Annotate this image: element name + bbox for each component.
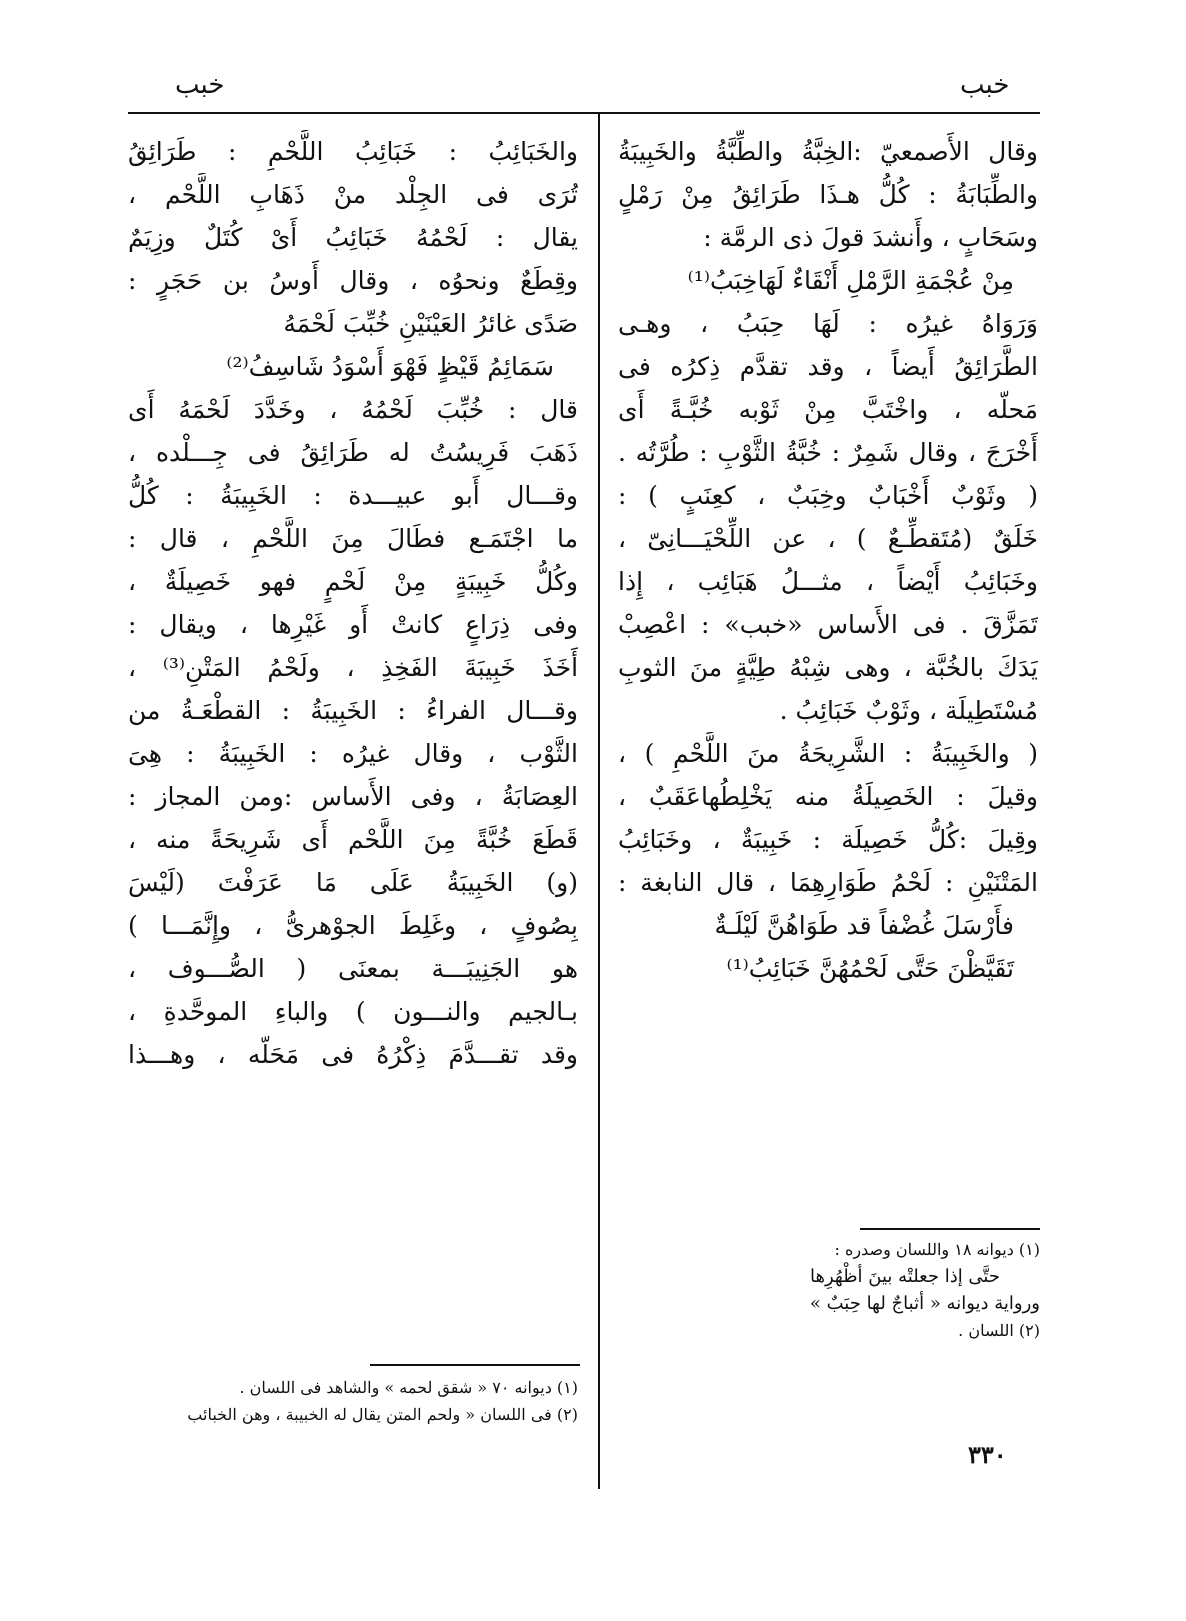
text-line: وقيلَ : الخَصِيلَةُ منه يَخْلِطُهاعَقَبٌ ، xyxy=(618,782,1038,811)
verse-line: سَمَائِمُ قَيْظٍ فَهْوَ أَسْوَدُ شَاسِفُ⁽²⁾ xyxy=(226,352,554,381)
text-line: والطِّبَابَةُ : كُلُّ هـذَا طَرَائِقُ مِنْ رَمْلٍ xyxy=(618,180,1038,209)
verse-line: فأَرْسَلَ غُضْفاً قد طَوَاهُنَّ لَيْلَـةٌ xyxy=(714,911,1014,940)
text-line: بـالجيم والنـــون ) والباءِ الموحَّدةِ ، xyxy=(128,997,578,1026)
text-line: وقِطَعٌ ونحوُه ، وقال أَوسُ بن حَجَرٍ : xyxy=(128,266,578,295)
footnote-line: (٢) فى اللسان « ولحم المتن يقال له الخبيبة ، وهن الخبائب xyxy=(187,1405,578,1424)
text-line: ( والخَبِيبَةُ : الشَّرِيحَةُ منَ اللَّحْمِ ) ، xyxy=(618,739,1038,768)
text-line: يَدَكَ بالخُبَّة ، وهى شِبْهُ طِيَّةٍ منَ الثوبِ xyxy=(618,653,1038,682)
text-line: وكُلُّ خَبِيبَةٍ مِنْ لَحْمٍ فهو خَصِيلَةٌ ، xyxy=(128,567,578,596)
footnotes-right xyxy=(660,1236,1040,1344)
text-line: يقال : لَحْمُهُ خَبَائِبُ أَىْ كُتَلٌ وزِيَمٌ xyxy=(128,223,578,252)
footnotes-left xyxy=(128,1374,578,1428)
running-header-right: خبب xyxy=(960,70,1010,100)
text-line: بِصُوفٍ ، وغَلِطَ الجوْهرىُّ ، وإِنَّمَـــا ) xyxy=(128,911,578,940)
text-line: هو الجَنِيبَـــة بمعنَى ( الصُّـــوف ، xyxy=(128,954,578,983)
verse-line: صَدًى غائرُ العَيْنَيْنِ خُبِّبَ لَحْمَهُ xyxy=(283,309,578,338)
right-column xyxy=(618,130,1038,990)
verse-line: تَقَيَّظْنَ حَتَّى لَحْمُهُنَّ خَبَائِبُ⁽¹⁾ xyxy=(726,954,1014,983)
text-line: وقِيلَ :كُلُّ خَصِيلَة : خَبِيبَةٌ ، وخَبَائِبُ xyxy=(618,825,1038,854)
column-divider xyxy=(598,114,600,1489)
text-line: (و) الخَبِيبَةُ عَلَى مَا عَرَفْتَ (لَيْسَ xyxy=(128,868,578,897)
text-line: وخَبَائِبُ أَيْضاً ، مثـــلُ هَبَائِب ، إِذا xyxy=(618,567,1038,596)
text-line: تُرَى فى الجِلْد منْ ذَهَابِ اللَّحْم ، xyxy=(128,180,578,209)
text-line: وسَحَابٍ ، وأَنشدَ قولَ ذى الرمَّة : xyxy=(703,223,1038,252)
text-line: قال : خُبِّبَ لَحْمُهُ ، وخَدَّدَ لَحْمَهُ أَى xyxy=(128,395,578,424)
verse-line: مِنْ عُجْمَةِ الرَّمْلِ أَنْقَاءٌ لَهَاخِبَبُ⁽¹⁾ xyxy=(687,266,1014,295)
footnote-line: ورواية ديوانه « أثباجٌ لها حِبَبٌ » xyxy=(809,1293,1040,1314)
text-line: وقـــال الفراءُ : الخَبِيبَةُ : القطْعَـةُ من xyxy=(128,696,578,725)
text-line: وقد تقـــدَّمَ ذِكْرُهُ فى مَحَلّه ، وهـــذا xyxy=(128,1040,578,1069)
text-line: وقـــال أَبو عبيـــدة : الخَبِيبَةُ : كُلُّ xyxy=(128,481,578,510)
text-line: وقال الأَصمعيّ :الخِبَّةُ والطِّبَّةُ والخَبِيبَةُ xyxy=(618,137,1038,166)
text-line: وَرَوَاهُ غيرُه : لَهَا حِبَبُ ، وهـى xyxy=(618,309,1038,338)
text-line: مُسْتَطِيلَة ، وثَوْبٌ خَبَائِبُ . xyxy=(779,696,1038,725)
text-line: ( وثَوْبٌ أَخْبَابٌ وخِبَبٌ ، كعِنَبٍ ) : xyxy=(618,481,1038,510)
footnote-line: (١) ديوانه ٧٠ « شقق لحمه » والشاهد فى اللسان . xyxy=(239,1378,578,1397)
page-number: ٣٣٠ xyxy=(968,1440,1007,1469)
text-line: ما اجْتَمَـع فطَالَ مِنَ اللَّحْمِ ، قال : xyxy=(128,524,578,553)
text-line: تَمَزَّقَ . فى الأَساس «خبب» : اعْصِبْ xyxy=(618,610,1038,639)
text-line: قَطَعَ خُبَّةً مِنَ اللَّحْم أَى شَرِيحَةً منه ، xyxy=(128,825,578,854)
footnote-line: حتَّى إذا جعلتْه بينَ أظْهُرِها xyxy=(810,1266,1000,1287)
text-line: المَتْنَيْنِ : لَحْمُ طَوَارِهِمَا ، قال النابغة : xyxy=(618,868,1038,897)
text-line: أَخْرَجَ ، وقال شَمِرٌ : خُبَّةُ الثَّوْبِ : طُرَّتُه . xyxy=(618,438,1038,467)
text-line: وفى ذِرَاعٍ كانتْ أَو غَيْرِها ، ويقال : xyxy=(128,610,578,639)
text-line: والخَبَائِبُ : خَبَائِبُ اللَّحْمِ : طَرَائِقُ xyxy=(128,137,578,166)
text-line: الطَّرَائِقُ أَيضاً ، وقد تقدَّم ذِكرُه فى xyxy=(618,352,1038,381)
header-rule xyxy=(128,112,1040,114)
footnote-line: (١) ديوانه ١٨ واللسان وصدره : xyxy=(834,1240,1040,1259)
text-line: ذَهَبَ فَرِيسُتُ له طَرَائِقُ فى جِـــلْده ، xyxy=(128,438,578,467)
text-line: الثَّوْب ، وقال غيرُه : الخَبِيبَةُ : هِىَ xyxy=(128,739,578,768)
footnote-line: (٢) اللسان . xyxy=(958,1321,1040,1340)
footnote-rule-left xyxy=(370,1364,580,1366)
text-line: خَلَقٌ (مُتَقطِّـعٌ ) ، عن اللِّحْيَـــانِىّ ، xyxy=(618,524,1038,553)
left-column xyxy=(128,130,578,1076)
text-line: العِصَابَةُ ، وفى الأَساس :ومن المجاز : xyxy=(128,782,578,811)
text-line: أَخَذَ خَبِيبَةَ الفَخِذِ ، ولَحْمُ المَتْنِ⁽³⁾ ، xyxy=(128,653,578,682)
text-line: مَحلّه ، واخْتَبَّ مِنْ ثَوْبه خُبَّـةً أَى xyxy=(618,395,1038,424)
footnote-rule-right xyxy=(860,1228,1040,1230)
running-header-left: خبب xyxy=(175,70,225,100)
